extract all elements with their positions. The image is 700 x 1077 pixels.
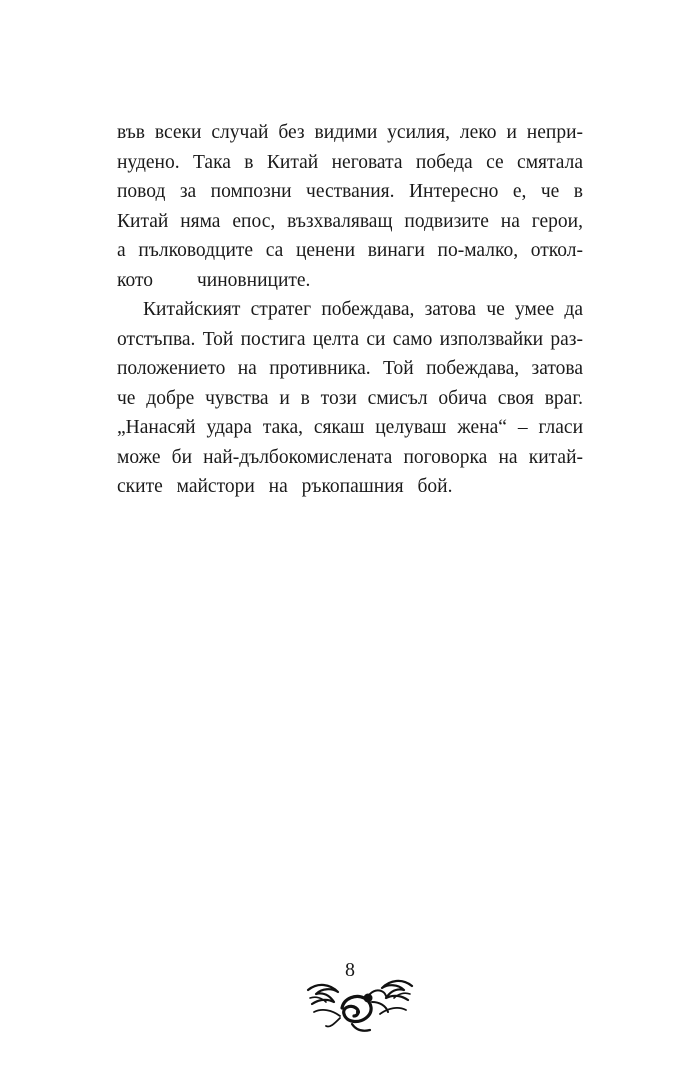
text-line: може би най-дълбокомислената поговорка на китай- <box>117 446 583 468</box>
text-word: кото <box>117 269 153 291</box>
text-line: че добре чувства и в този смисъл обича своя враг. <box>117 387 583 409</box>
text-line: Китай няма епос, възхваляващ подвизите на герои, <box>117 210 583 232</box>
page-body <box>117 118 583 502</box>
page-number: 8 <box>345 959 355 981</box>
text-line: положението на противника. Той побеждава, затова <box>117 358 583 379</box>
text-word: чиновниците. <box>197 269 311 291</box>
text-line: а пълководците са ценени винаги по-малко, откол- <box>117 240 583 261</box>
text-line: „Нанасяй удара така, сякаш целуваш жена“ – гласи <box>117 417 583 438</box>
text-line: нудено. Така в Китай неговата победа се смятала <box>117 151 583 173</box>
paragraph-1 <box>117 118 583 295</box>
text-line: отстъпва. Той постига целта си само използвайки раз- <box>117 328 583 350</box>
dragon-ornament-icon <box>300 968 420 1038</box>
text-line: повод за помпозни чествания. Интересно е, че в <box>117 181 583 202</box>
text-line: във всеки случай без видими усилия, леко и непри- <box>117 122 583 143</box>
paragraph-2 <box>117 295 583 502</box>
text-line <box>117 266 583 296</box>
text-line: Китайският стратег побеждава, затова че умее да <box>143 299 583 320</box>
text-line: ските майстори на ръкопашния бой. <box>117 476 453 497</box>
